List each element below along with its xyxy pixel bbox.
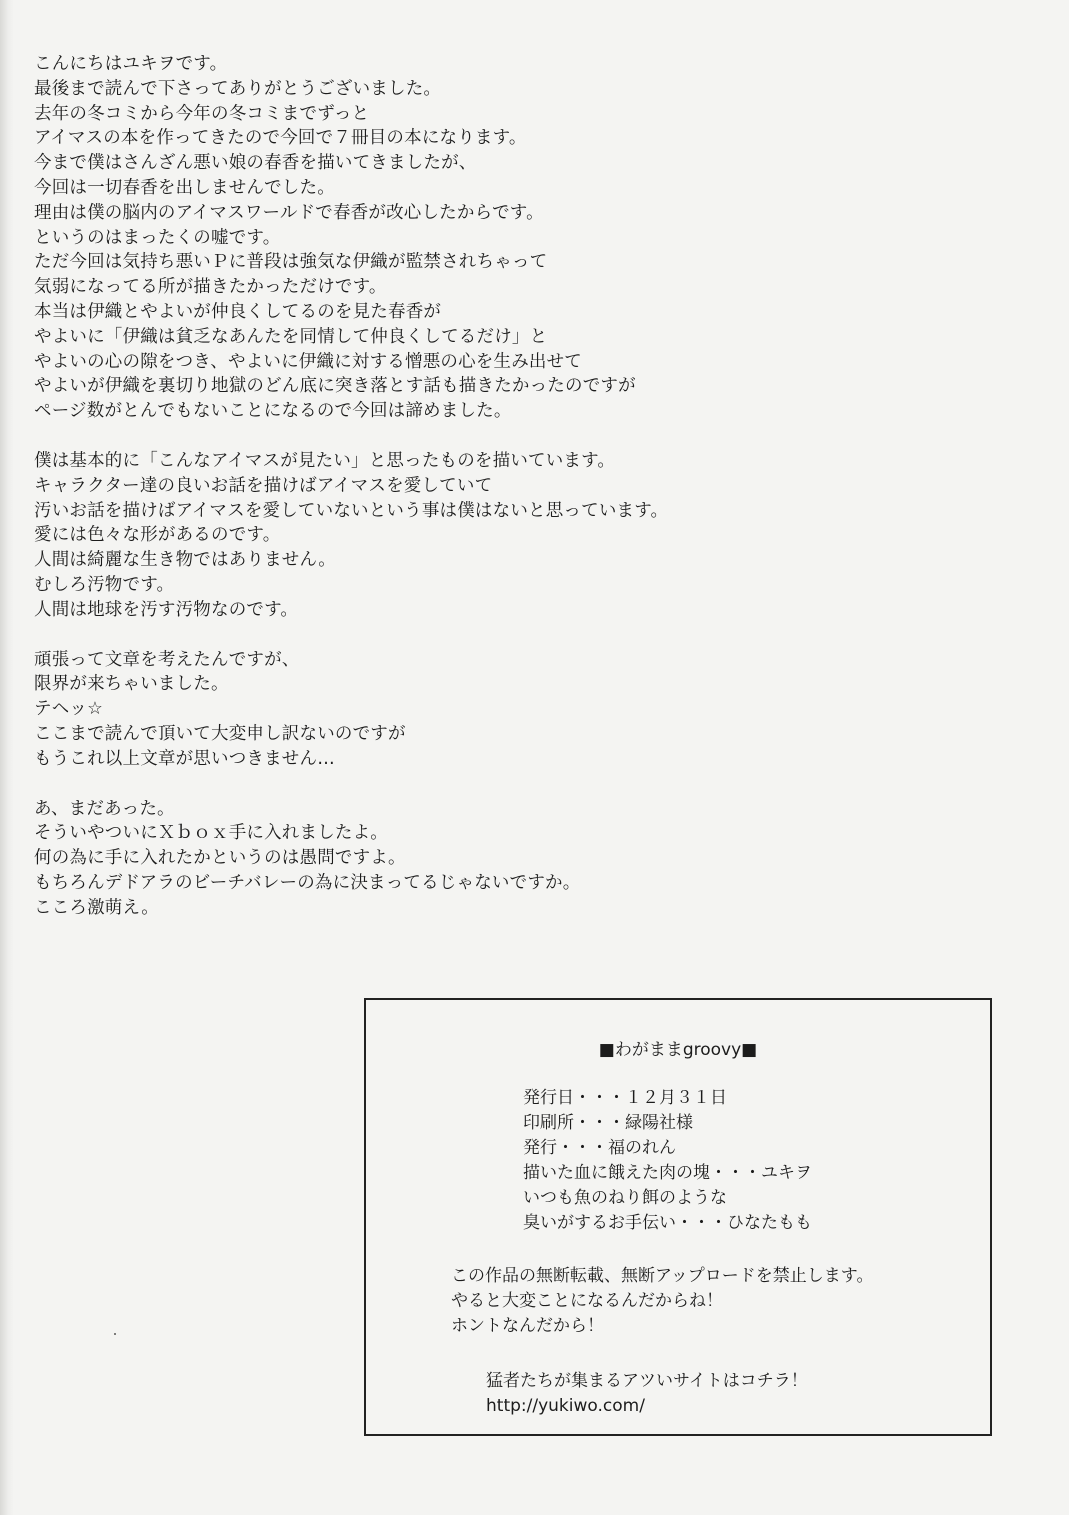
text-line: というのはまったくの嘘です。 (34, 227, 281, 248)
text-line: やよいに「伊織は貧乏なあんたを同情して仲良くしてるだけ」と (34, 326, 548, 347)
notice-line: この作品の無断転載、無断アップロードを禁止します。 (451, 1266, 874, 1286)
credit-line: 発行日・・・１２月３１日 (523, 1088, 727, 1108)
paragraph-2 (34, 449, 1034, 623)
text-line: こころ激萌え。 (34, 897, 159, 918)
notice-line: やると大変ことになるんだからね！ (451, 1291, 723, 1311)
credit-line: 臭いがするお手伝い・・・ひなたもも (523, 1213, 812, 1233)
notice-line: ホントなんだから！ (451, 1316, 604, 1336)
scan-speck (114, 1333, 116, 1335)
paragraph-3 (34, 648, 1034, 772)
credit-line: 発行・・・福のれん (523, 1138, 676, 1158)
site-url: http://yukiwo.com/ (486, 1396, 645, 1416)
text-line: やよいが伊織を裏切り地獄のどん底に突き落とす話も描きたかったのですが (34, 376, 636, 397)
text-line: テヘッ☆ (34, 699, 103, 720)
text-line: アイマスの本を作ってきたので今回で７冊目の本になります。 (34, 128, 527, 149)
text-line: もうこれ以上文章が思いつきません… (34, 748, 335, 769)
text-line: 本当は伊織とやよいが仲良くしてるのを見た春香が (34, 301, 442, 322)
text-line: 僕は基本的に「こんなアイマスが見たい」と思ったものを描いています。 (34, 450, 616, 471)
credit-line: いつも魚のねり餌のような (523, 1188, 727, 1208)
text-line: やよいの心の隙をつき、やよいに伊織に対する憎悪の心を生み出せて (34, 351, 582, 372)
credits-list (523, 1086, 812, 1236)
text-line: そういやついにＸｂｏｘ手に入れましたよ。 (34, 823, 388, 844)
text-line: 最後まで読んで下さってありがとうございました。 (34, 78, 442, 99)
website-info (486, 1369, 808, 1419)
credit-line: 印刷所・・・緑陽社様 (523, 1113, 693, 1133)
afterword-text (34, 52, 1034, 946)
credit-line: 描いた血に餓えた肉の塊・・・ユキヲ (523, 1163, 812, 1183)
text-line: 理由は僕の脳内のアイマスワールドで春香が改心したからです。 (34, 202, 544, 223)
text-line: むしろ汚物です。 (34, 574, 175, 595)
text-line: 去年の冬コミから今年の冬コミまでずっと (34, 103, 370, 124)
text-line: キャラクター達の良いお話を描けばアイマスを愛していて (34, 475, 493, 496)
paragraph-1 (34, 52, 1034, 424)
text-line: 頑張って文章を考えたんですが、 (34, 649, 300, 670)
text-line: 限界が来ちゃいました。 (34, 674, 229, 695)
text-line: ただ今回は気持ち悪いＰに普段は強気な伊織が監禁されちゃって (34, 252, 548, 273)
text-line: 何の為に手に入れたかというのは愚問ですよ。 (34, 848, 406, 869)
text-line: 人間は綺麗な生き物ではありません。 (34, 550, 336, 571)
text-line: 愛には色々な形があるのです。 (34, 525, 281, 546)
text-line: 気弱になってる所が描きたかっただけです。 (34, 277, 387, 298)
colophon-box (364, 998, 992, 1436)
text-line: 今回は一切春香を出しませんでした。 (34, 177, 335, 198)
text-line: あ、まだあった。 (34, 798, 175, 819)
text-line: 人間は地球を汚す汚物なのです。 (34, 599, 299, 620)
text-line: もちろんデドアラのビーチバレーの為に決まってるじゃないですか。 (34, 872, 581, 893)
text-line: 今まで僕はさんざん悪い娘の春香を描いてきましたが、 (34, 153, 477, 174)
site-promo: 猛者たちが集まるアツいサイトはコチラ！ (486, 1371, 808, 1391)
text-line: ページ数がとんでもないことになるので今回は諦めました。 (34, 401, 512, 422)
text-line: こんにちはユキヲです。 (34, 54, 228, 74)
scan-edge (0, 0, 14, 1515)
text-line: ここまで読んで頂いて大変申し訳ないのですが (34, 723, 406, 744)
text-line: 汚いお話を描けばアイマスを愛していないという事は僕はないと思っています。 (34, 500, 669, 521)
paragraph-4 (34, 797, 1034, 921)
colophon-title: ■わがままgroovy■ (598, 1040, 758, 1060)
copyright-notice (451, 1264, 873, 1339)
